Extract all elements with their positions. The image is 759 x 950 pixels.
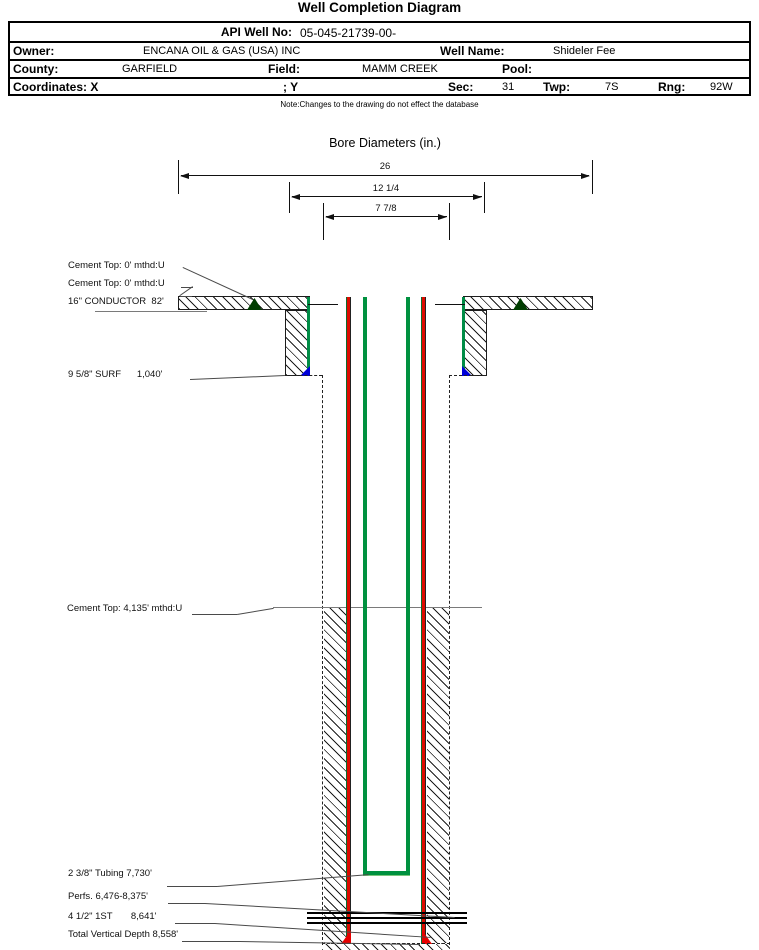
rng-label: Rng: [658,80,686,94]
well-name-label: Well Name: [440,44,505,58]
dim-26-line [181,175,589,176]
production-cement-right [427,608,449,943]
well-name-value: Shideler Fee [553,45,616,57]
leader-perfs-a [168,903,205,904]
dim-26-label: 26 [379,161,391,172]
dim-12-line [292,196,482,197]
leader-cement-top-b-z3 [180,296,192,297]
leader-tubing-a [167,886,217,887]
dim-7-tick-right [449,203,450,240]
dim-12-tick-right [484,182,485,213]
leader-cement-top-4135-a [192,614,237,615]
dim-7-arrow-right [438,214,447,220]
table-row-divider-1 [8,41,751,43]
field-label: Field: [268,62,300,76]
field-value: MAMM CREEK [362,63,438,75]
cement-top-4135-line [273,607,482,608]
borehole-wall-right [449,375,450,945]
dim-12-tick-left [289,182,290,213]
coordinates-y-label: ; Y [283,80,299,94]
perforation-line-3 [307,922,467,924]
sec-label: Sec: [448,80,474,94]
table-row-divider-3 [8,77,751,79]
rng-value: 92W [710,81,733,93]
label-conductor: 16" CONDUCTOR 82' [68,296,164,307]
label-cement-top-4135: Cement Top: 4,135' mthd:U [67,603,183,614]
leader-tvd-a [182,941,240,942]
api-well-no-label: API Well No: [220,25,292,39]
label-cement-top-0-a: Cement Top: 0' mthd:U [68,260,165,271]
tubing-right [406,297,410,871]
dim-26-tick-right [592,160,593,194]
sec-value: 31 [502,81,515,93]
dim-7-arrow-left [325,214,334,220]
label-tubing: 2 3/8" Tubing 7,730' [68,868,152,879]
dim-12-arrow-left [291,194,300,200]
database-note: Note:Changes to the drawing do not effect the database [280,100,479,109]
production-casing-left [346,297,351,944]
leader-cement-top-4135-b [237,608,273,615]
dim-12-arrow-right [473,194,482,200]
owner-value: ENCANA OIL & GAS (USA) INC [143,45,301,57]
label-surface-casing: 9 5/8" SURF 1,040' [68,369,163,380]
dim-7-tick-left [323,203,324,240]
dim-7-label: 7 7/8 [375,203,397,214]
table-row-divider-2 [8,59,751,61]
dim-26-arrow-left [180,173,189,179]
label-cement-top-0-b: Cement Top: 0' mthd:U [68,278,165,289]
dim-7-line [326,216,447,217]
hole-step-left [285,375,322,376]
county-label: County: [13,62,59,76]
dim-12-label: 12 1/4 [372,183,400,194]
coordinates-label: Coordinates: X [13,80,99,94]
casing-top-line-left [308,304,338,305]
dim-26-arrow-right [581,173,590,179]
label-tvd: Total Vertical Depth 8,558' [68,929,179,940]
casing-top-line-right [435,304,465,305]
owner-label: Owner: [13,44,55,58]
borehole-wall-left [322,375,323,945]
twp-value: 7S [605,81,619,93]
twp-label: Twp: [543,80,571,94]
conductor-bar-left [178,296,310,310]
leader-surface-casing [190,375,285,380]
label-perfs: Perfs. 6,476-8,375' [68,891,148,902]
leader-conductor-underline [95,311,207,312]
production-casing-right [421,297,426,944]
tubing-bottom [363,871,410,876]
api-well-no-value: 05-045-21739-00- [300,26,397,40]
pool-label: Pool: [502,62,532,76]
county-value: GARFIELD [122,63,178,75]
surface-cement-column-right [462,310,487,376]
production-cement-left [324,608,346,943]
leader-production-a [175,923,215,924]
surface-casing-left [307,297,310,376]
conductor-bar-right [463,296,593,310]
tubing-left [363,297,367,871]
bore-diameters-title: Bore Diameters (in.) [329,136,441,150]
dim-26-tick-left [178,160,179,194]
page-title: Well Completion Diagram [297,0,462,15]
surface-casing-right [462,297,465,376]
hole-step-right [449,375,487,376]
label-production-casing: 4 1/2" 1ST 8,641' [68,911,157,922]
